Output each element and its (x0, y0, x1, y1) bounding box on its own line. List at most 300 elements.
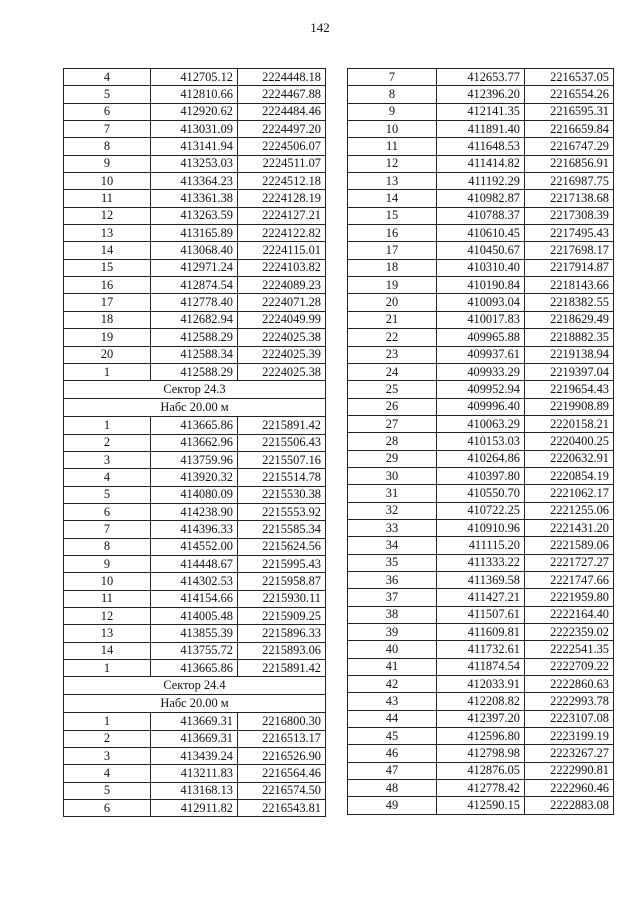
x-coordinate-cell: 411648.53 (437, 138, 525, 155)
point-number-cell: 14 (348, 190, 437, 207)
x-coordinate-cell: 410722.25 (437, 502, 525, 519)
point-number-cell: 14 (64, 242, 151, 259)
table-row (64, 173, 326, 190)
table-row (348, 433, 614, 450)
y-coordinate-cell: 2217308.39 (525, 207, 614, 224)
y-coordinate-cell: 2224122.82 (238, 225, 326, 242)
y-coordinate-cell: 2224128.19 (238, 190, 326, 207)
point-number-cell: 12 (348, 155, 437, 172)
x-coordinate-cell: 413920.32 (151, 469, 238, 486)
y-coordinate-cell: 2224103.82 (238, 259, 326, 276)
x-coordinate-cell: 412876.05 (437, 762, 525, 779)
x-coordinate-cell: 412033.91 (437, 676, 525, 693)
table-row (64, 346, 326, 363)
point-number-cell: 19 (348, 277, 437, 294)
point-number-cell: 11 (64, 190, 151, 207)
point-number-cell: 48 (348, 780, 437, 797)
table-row (64, 225, 326, 242)
y-coordinate-cell: 2220158.21 (525, 415, 614, 432)
y-coordinate-cell: 2224484.46 (238, 103, 326, 120)
point-number-cell: 22 (348, 329, 437, 346)
x-coordinate-cell: 412596.80 (437, 728, 525, 745)
point-number-cell: 25 (348, 381, 437, 398)
table-row (64, 69, 326, 86)
y-coordinate-cell: 2215553.92 (238, 503, 326, 520)
y-coordinate-cell: 2222993.78 (525, 693, 614, 710)
x-coordinate-cell: 412971.24 (151, 259, 238, 276)
y-coordinate-cell: 2224127.21 (238, 207, 326, 224)
point-number-cell: 8 (348, 86, 437, 103)
point-number-cell: 13 (64, 625, 151, 642)
y-coordinate-cell: 2222359.02 (525, 624, 614, 641)
y-coordinate-cell: 2216564.46 (238, 765, 326, 782)
y-coordinate-cell: 2220854.19 (525, 467, 614, 484)
x-coordinate-cell: 412920.62 (151, 103, 238, 120)
x-coordinate-cell: 413669.31 (151, 730, 238, 747)
table-row (348, 624, 614, 641)
point-number-cell: 15 (64, 259, 151, 276)
y-coordinate-cell: 2221589.06 (525, 537, 614, 554)
y-coordinate-cell: 2216987.75 (525, 173, 614, 190)
point-number-cell: 28 (348, 433, 437, 450)
x-coordinate-cell: 413669.31 (151, 713, 238, 730)
sector-height-row (64, 399, 326, 417)
table-row (348, 329, 614, 346)
point-number-cell: 20 (64, 346, 151, 363)
table-row (348, 450, 614, 467)
table-row (64, 294, 326, 311)
y-coordinate-cell: 2222164.40 (525, 606, 614, 623)
y-coordinate-cell: 2216659.84 (525, 121, 614, 138)
point-number-cell: 47 (348, 762, 437, 779)
x-coordinate-cell: 409937.61 (437, 346, 525, 363)
point-number-cell: 31 (348, 485, 437, 502)
x-coordinate-cell: 412810.66 (151, 86, 238, 103)
table-row (64, 434, 326, 451)
x-coordinate-cell: 413168.13 (151, 782, 238, 799)
table-row (348, 398, 614, 415)
point-number-cell: 6 (64, 800, 151, 817)
table-row (64, 363, 326, 380)
x-coordinate-cell: 413364.23 (151, 173, 238, 190)
table-row (348, 502, 614, 519)
table-row (348, 676, 614, 693)
x-coordinate-cell: 410310.40 (437, 259, 525, 276)
table-row (348, 242, 614, 259)
point-number-cell: 23 (348, 346, 437, 363)
table-row (348, 710, 614, 727)
x-coordinate-cell: 413855.39 (151, 625, 238, 642)
y-coordinate-cell: 2224512.18 (238, 173, 326, 190)
table-row (348, 658, 614, 675)
x-coordinate-cell: 414448.67 (151, 555, 238, 572)
x-coordinate-cell: 411891.40 (437, 121, 525, 138)
x-coordinate-cell: 413031.09 (151, 121, 238, 138)
point-number-cell: 32 (348, 502, 437, 519)
table-row (64, 573, 326, 590)
table-row (64, 190, 326, 207)
table-row (348, 485, 614, 502)
table-row (348, 519, 614, 536)
x-coordinate-cell: 411874.54 (437, 658, 525, 675)
y-coordinate-cell: 2222541.35 (525, 641, 614, 658)
x-coordinate-cell: 413211.83 (151, 765, 238, 782)
point-number-cell: 38 (348, 606, 437, 623)
y-coordinate-cell: 2223267.27 (525, 745, 614, 762)
x-coordinate-cell: 413662.96 (151, 434, 238, 451)
x-coordinate-cell: 409952.94 (437, 381, 525, 398)
table-row (64, 155, 326, 172)
x-coordinate-cell: 412778.40 (151, 294, 238, 311)
point-number-cell: 3 (64, 748, 151, 765)
y-coordinate-cell: 2218882.35 (525, 329, 614, 346)
sector-title: Сектор 24.3 (64, 381, 326, 399)
table-row (64, 660, 326, 677)
x-coordinate-cell: 412588.29 (151, 329, 238, 346)
x-coordinate-cell: 410153.03 (437, 433, 525, 450)
x-coordinate-cell: 413665.86 (151, 417, 238, 434)
coordinates-table-left (63, 68, 326, 817)
y-coordinate-cell: 2216543.81 (238, 800, 326, 817)
point-number-cell: 42 (348, 676, 437, 693)
y-coordinate-cell: 2217698.17 (525, 242, 614, 259)
table-row (64, 521, 326, 538)
x-coordinate-cell: 410397.80 (437, 467, 525, 484)
y-coordinate-cell: 2221747.66 (525, 571, 614, 588)
point-number-cell: 4 (64, 69, 151, 86)
table-row (348, 762, 614, 779)
table-row (64, 555, 326, 572)
y-coordinate-cell: 2222960.46 (525, 780, 614, 797)
y-coordinate-cell: 2219654.43 (525, 381, 614, 398)
x-coordinate-cell: 410093.04 (437, 294, 525, 311)
table-row (348, 207, 614, 224)
table-row (348, 86, 614, 103)
table-row (64, 748, 326, 765)
y-coordinate-cell: 2215930.11 (238, 590, 326, 607)
y-coordinate-cell: 2218143.66 (525, 277, 614, 294)
point-number-cell: 14 (64, 642, 151, 659)
point-number-cell: 4 (64, 765, 151, 782)
y-coordinate-cell: 2215893.06 (238, 642, 326, 659)
point-number-cell: 8 (64, 538, 151, 555)
table-row (64, 277, 326, 294)
sector-header-row (64, 677, 326, 695)
y-coordinate-cell: 2216537.05 (525, 69, 614, 86)
y-coordinate-cell: 2221255.06 (525, 502, 614, 519)
point-number-cell: 6 (64, 503, 151, 520)
y-coordinate-cell: 2215995.43 (238, 555, 326, 572)
point-number-cell: 39 (348, 624, 437, 641)
x-coordinate-cell: 411732.61 (437, 641, 525, 658)
table-row (348, 103, 614, 120)
y-coordinate-cell: 2216595.31 (525, 103, 614, 120)
point-number-cell: 2 (64, 730, 151, 747)
y-coordinate-cell: 2216574.50 (238, 782, 326, 799)
x-coordinate-cell: 413165.89 (151, 225, 238, 242)
point-number-cell: 7 (64, 521, 151, 538)
y-coordinate-cell: 2217138.68 (525, 190, 614, 207)
x-coordinate-cell: 414552.00 (151, 538, 238, 555)
point-number-cell: 1 (64, 660, 151, 677)
y-coordinate-cell: 2215624.56 (238, 538, 326, 555)
x-coordinate-cell: 412798.98 (437, 745, 525, 762)
x-coordinate-cell: 412911.82 (151, 800, 238, 817)
x-coordinate-cell: 411369.58 (437, 571, 525, 588)
y-coordinate-cell: 2215896.33 (238, 625, 326, 642)
x-coordinate-cell: 412208.82 (437, 693, 525, 710)
table-row (348, 294, 614, 311)
coordinates-table-right (347, 68, 614, 815)
x-coordinate-cell: 410910.96 (437, 519, 525, 536)
x-coordinate-cell: 413361.38 (151, 190, 238, 207)
y-coordinate-cell: 2215514.78 (238, 469, 326, 486)
x-coordinate-cell: 413253.03 (151, 155, 238, 172)
table-row (348, 641, 614, 658)
table-row (348, 745, 614, 762)
y-coordinate-cell: 2221431.20 (525, 519, 614, 536)
table-row (348, 780, 614, 797)
x-coordinate-cell: 411609.81 (437, 624, 525, 641)
point-number-cell: 26 (348, 398, 437, 415)
y-coordinate-cell: 2224071.28 (238, 294, 326, 311)
y-coordinate-cell: 2224025.38 (238, 363, 326, 380)
y-coordinate-cell: 2223199.19 (525, 728, 614, 745)
point-number-cell: 9 (64, 155, 151, 172)
point-number-cell: 9 (348, 103, 437, 120)
point-number-cell: 41 (348, 658, 437, 675)
point-number-cell: 16 (348, 225, 437, 242)
point-number-cell: 13 (64, 225, 151, 242)
sector-header-row (64, 381, 326, 399)
y-coordinate-cell: 2224506.07 (238, 138, 326, 155)
x-coordinate-cell: 412588.29 (151, 363, 238, 380)
table-row (348, 589, 614, 606)
x-coordinate-cell: 410450.67 (437, 242, 525, 259)
table-row (348, 797, 614, 814)
table-row (64, 259, 326, 276)
y-coordinate-cell: 2216526.90 (238, 748, 326, 765)
point-number-cell: 1 (64, 363, 151, 380)
x-coordinate-cell: 410017.83 (437, 311, 525, 328)
point-number-cell: 10 (64, 173, 151, 190)
x-coordinate-cell: 410264.86 (437, 450, 525, 467)
x-coordinate-cell: 409933.29 (437, 363, 525, 380)
point-number-cell: 11 (348, 138, 437, 155)
y-coordinate-cell: 2224025.39 (238, 346, 326, 363)
x-coordinate-cell: 409996.40 (437, 398, 525, 415)
table-row (64, 800, 326, 817)
sector-height: Набс 20.00 м (64, 399, 326, 417)
point-number-cell: 24 (348, 363, 437, 380)
point-number-cell: 2 (64, 434, 151, 451)
table-row (348, 571, 614, 588)
sector-height: Набс 20.00 м (64, 695, 326, 713)
point-number-cell: 36 (348, 571, 437, 588)
point-number-cell: 37 (348, 589, 437, 606)
table-row (64, 451, 326, 468)
point-number-cell: 6 (64, 103, 151, 120)
table-row (64, 207, 326, 224)
table-row (64, 730, 326, 747)
x-coordinate-cell: 413759.96 (151, 451, 238, 468)
point-number-cell: 3 (64, 451, 151, 468)
table-row (64, 86, 326, 103)
point-number-cell: 40 (348, 641, 437, 658)
table-row (64, 121, 326, 138)
y-coordinate-cell: 2215891.42 (238, 417, 326, 434)
table-row (348, 311, 614, 328)
table-row (64, 625, 326, 642)
x-coordinate-cell: 413263.59 (151, 207, 238, 224)
point-number-cell: 33 (348, 519, 437, 536)
x-coordinate-cell: 410982.87 (437, 190, 525, 207)
x-coordinate-cell: 414154.66 (151, 590, 238, 607)
point-number-cell: 13 (348, 173, 437, 190)
table-row (64, 782, 326, 799)
table-row (64, 538, 326, 555)
point-number-cell: 18 (348, 259, 437, 276)
x-coordinate-cell: 410063.29 (437, 415, 525, 432)
x-coordinate-cell: 414302.53 (151, 573, 238, 590)
y-coordinate-cell: 2215530.38 (238, 486, 326, 503)
y-coordinate-cell: 2215909.25 (238, 607, 326, 624)
point-number-cell: 20 (348, 294, 437, 311)
x-coordinate-cell: 412396.20 (437, 86, 525, 103)
point-number-cell: 15 (348, 207, 437, 224)
x-coordinate-cell: 409965.88 (437, 329, 525, 346)
point-number-cell: 5 (64, 782, 151, 799)
x-coordinate-cell: 410788.37 (437, 207, 525, 224)
y-coordinate-cell: 2216554.26 (525, 86, 614, 103)
sector-title: Сектор 24.4 (64, 677, 326, 695)
x-coordinate-cell: 413665.86 (151, 660, 238, 677)
x-coordinate-cell: 414238.90 (151, 503, 238, 520)
x-coordinate-cell: 412588.34 (151, 346, 238, 363)
point-number-cell: 29 (348, 450, 437, 467)
x-coordinate-cell: 414080.09 (151, 486, 238, 503)
x-coordinate-cell: 410550.70 (437, 485, 525, 502)
point-number-cell: 7 (64, 121, 151, 138)
y-coordinate-cell: 2222709.22 (525, 658, 614, 675)
y-coordinate-cell: 2224511.07 (238, 155, 326, 172)
x-coordinate-cell: 411115.20 (437, 537, 525, 554)
x-coordinate-cell: 413755.72 (151, 642, 238, 659)
table-row (348, 363, 614, 380)
y-coordinate-cell: 2221959.80 (525, 589, 614, 606)
point-number-cell: 35 (348, 554, 437, 571)
x-coordinate-cell: 414005.48 (151, 607, 238, 624)
table-row (64, 713, 326, 730)
table-row (348, 606, 614, 623)
table-row (348, 155, 614, 172)
point-number-cell: 44 (348, 710, 437, 727)
table-row (64, 417, 326, 434)
x-coordinate-cell: 412141.35 (437, 103, 525, 120)
y-coordinate-cell: 2222860.63 (525, 676, 614, 693)
page-number: 142 (310, 20, 330, 35)
y-coordinate-cell: 2222883.08 (525, 797, 614, 814)
point-number-cell: 17 (64, 294, 151, 311)
point-number-cell: 16 (64, 277, 151, 294)
table-row (64, 642, 326, 659)
y-coordinate-cell: 2216800.30 (238, 713, 326, 730)
y-coordinate-cell: 2218382.55 (525, 294, 614, 311)
table-row (64, 590, 326, 607)
y-coordinate-cell: 2223107.08 (525, 710, 614, 727)
point-number-cell: 5 (64, 86, 151, 103)
table-row (348, 173, 614, 190)
x-coordinate-cell: 412874.54 (151, 277, 238, 294)
table-row (64, 469, 326, 486)
x-coordinate-cell: 411333.22 (437, 554, 525, 571)
y-coordinate-cell: 2216856.91 (525, 155, 614, 172)
table-row (64, 329, 326, 346)
y-coordinate-cell: 2215506.43 (238, 434, 326, 451)
point-number-cell: 18 (64, 311, 151, 328)
y-coordinate-cell: 2219397.04 (525, 363, 614, 380)
y-coordinate-cell: 2221727.27 (525, 554, 614, 571)
y-coordinate-cell: 2220400.25 (525, 433, 614, 450)
table-row (64, 242, 326, 259)
y-coordinate-cell: 2221062.17 (525, 485, 614, 502)
x-coordinate-cell: 411414.82 (437, 155, 525, 172)
x-coordinate-cell: 412705.12 (151, 69, 238, 86)
table-row (64, 138, 326, 155)
table-row (348, 728, 614, 745)
table-row (64, 503, 326, 520)
table-row (348, 225, 614, 242)
point-number-cell: 46 (348, 745, 437, 762)
x-coordinate-cell: 413141.94 (151, 138, 238, 155)
point-number-cell: 4 (64, 469, 151, 486)
y-coordinate-cell: 2224089.23 (238, 277, 326, 294)
table-row (348, 277, 614, 294)
y-coordinate-cell: 2215891.42 (238, 660, 326, 677)
point-number-cell: 11 (64, 590, 151, 607)
table-row (64, 486, 326, 503)
x-coordinate-cell: 412778.42 (437, 780, 525, 797)
y-coordinate-cell: 2224025.38 (238, 329, 326, 346)
point-number-cell: 17 (348, 242, 437, 259)
y-coordinate-cell: 2217914.87 (525, 259, 614, 276)
x-coordinate-cell: 411192.29 (437, 173, 525, 190)
table-row (64, 607, 326, 624)
x-coordinate-cell: 414396.33 (151, 521, 238, 538)
table-row (348, 693, 614, 710)
table-row (348, 69, 614, 86)
table-row (348, 467, 614, 484)
y-coordinate-cell: 2224467.88 (238, 86, 326, 103)
y-coordinate-cell: 2219908.89 (525, 398, 614, 415)
table-row (348, 121, 614, 138)
table-row (348, 138, 614, 155)
x-coordinate-cell: 412397.20 (437, 710, 525, 727)
y-coordinate-cell: 2215585.34 (238, 521, 326, 538)
x-coordinate-cell: 411507.61 (437, 606, 525, 623)
y-coordinate-cell: 2215507.16 (238, 451, 326, 468)
x-coordinate-cell: 413068.40 (151, 242, 238, 259)
x-coordinate-cell: 411427.21 (437, 589, 525, 606)
table-row (348, 346, 614, 363)
y-coordinate-cell: 2224115.01 (238, 242, 326, 259)
y-coordinate-cell: 2216513.17 (238, 730, 326, 747)
point-number-cell: 7 (348, 69, 437, 86)
point-number-cell: 21 (348, 311, 437, 328)
point-number-cell: 30 (348, 467, 437, 484)
table-row (348, 259, 614, 276)
y-coordinate-cell: 2216747.29 (525, 138, 614, 155)
